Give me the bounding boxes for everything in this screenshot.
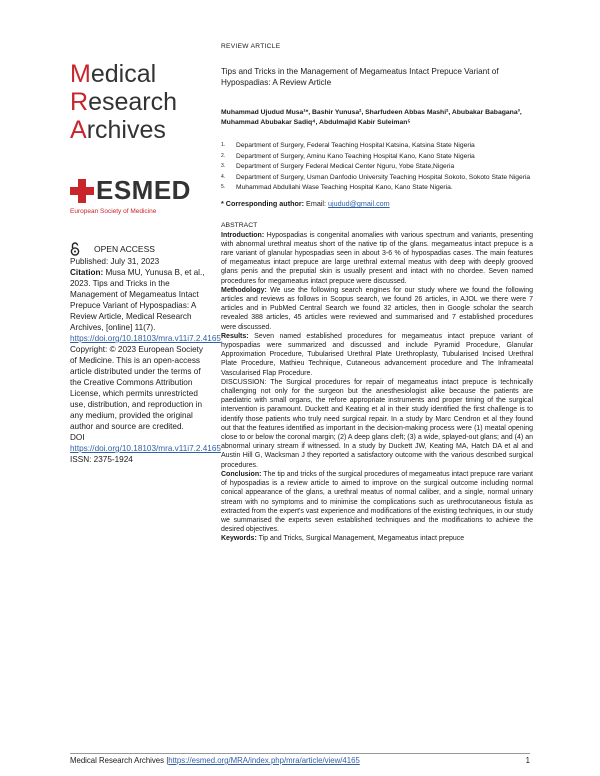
abstract-methodology: Methodology: We use the following search engines for our study where we found the following articles and reviews as follows in Scopus search, we found 26 articles, in AJOL we there were 7 articles and in PubMed Central Search we found 32 articles, then in Google scholar the search revealed 388 articles, 45 articles were reviewed and summarised and 7 established procedures were discussed. — [221, 286, 533, 331]
right-column — [221, 42, 533, 544]
issn: ISSN: 2375-1924 — [70, 455, 133, 464]
doi-link[interactable]: https://doi.org/10.18103/mra.v11i7.2.4165 — [70, 444, 221, 453]
page-footer — [70, 756, 530, 765]
affiliation-item: 1. Department of Surgery, Federal Teaching Hospital Katsina, Katsina State Nigeria — [221, 142, 475, 150]
esmed-logo — [70, 175, 210, 206]
footer-journal: Medical Research Archives | — [70, 756, 169, 765]
citation: Citation: Musa MU, Yunusa B, et al., 2023. Tips and Tricks in the Management of Megameatus Intact Prepuce Variant of Hypospadias: A Review Article, Medical Research Archives, [online] 11(7). https://doi.org/10.18103/mra.v11i7.2.4165 — [70, 268, 221, 343]
abstract — [221, 221, 533, 543]
abstract-discussion: DISCUSSION: The Surgical procedures for repair of megameatus intact prepuce is technically challenging not only for the surgeon but the anesthesiologist alike because the patients are paediatric with small organs, the refore appropriate instruments and proper timing of the surgical intervention is paramount. Duckett and Keating et al in their study identified the first challenge is to identify those patients who truly need surgical repair. In a study by Marc Cendron et al they found out that the features identified as important in the decision-making process were (1) meatal opening close to or below the coronal margin; (2) A deep glans cleft; (3) a wide, splayed-out glans; and (4) an abnormal urinary stream if witnessed. In a study by Duckett JW, Keating MA, Hatch DA et al and Austin Hill G, Wacksman J they reported a satisfactory outcome with the various described surgical procedures. — [221, 378, 533, 469]
footer-divider — [70, 753, 530, 754]
published-date: Published: July 31, 2023 — [70, 257, 160, 266]
keywords: Keywords: Tip and Tricks, Surgical Management, Megameatus intact prepuce — [221, 535, 465, 543]
footer-article-link[interactable]: https://esmed.org/MRA/index.php/mra/article/view/4165 — [168, 756, 360, 765]
publisher-name: ESMED — [96, 175, 191, 205]
article-title: Tips and Tricks in the Management of Megameatus Intact Prepuce Variant of Hypospadias: A Review Article — [221, 67, 499, 88]
doi-label: DOI — [70, 433, 85, 442]
open-access-badge — [70, 242, 210, 256]
citation-doi-link[interactable]: https://doi.org/10.18103/mra.v11i7.2.4165 — [70, 334, 221, 343]
medical-cross-icon — [70, 179, 94, 203]
corresponding-author: * Corresponding author: Email: ujudud@gmail.com — [221, 199, 390, 209]
open-lock-icon — [70, 242, 80, 256]
affiliation-item: 2. Department of Surgery, Aminu Kano Teaching Hospital Kano, Kano State Nigeria — [221, 152, 475, 160]
left-column — [70, 60, 221, 465]
affiliation-item: 4. Department of Surgery, Usman Danfodio University Teaching Hospital Sokoto, Sokoto State Nigeria — [221, 173, 531, 181]
email-link[interactable]: ujudud@gmail.com — [328, 199, 390, 209]
abstract-heading: ABSTRACT — [221, 222, 258, 230]
journal-logo: Medical Research Archives — [70, 60, 178, 144]
author-list: Muhammad Ujudud Musa¹*, Bashir Yunusa², Sharfudeen Abbas Mashi², Abubakar Babagana³, Muhammad Abubakar Sadiq⁴, Abdulmajid Kabir Suleiman⁵ — [221, 109, 522, 127]
abstract-results: Results: Seven named established procedures for megameatus intact prepuce variant of hypospadias were summarized and discussed and include Pyramid Procedure, Glanular Approximation Procedure, Tubularised Urethral Plate Urethroplasty, Tubularised Incised Urethral Plate Procedure, Mathieu Technique, Cutaneous advancement procedure and The Inframeatal Vascularised Flap Procedure. — [221, 332, 533, 377]
article-type: REVIEW ARTICLE — [221, 43, 281, 50]
affiliation-item: 3. Department of Surgery Federal Medical Center Nguru, Yobe State,Nigeria — [221, 163, 455, 171]
abstract-introduction: Introduction: Hypospadias is congenital anomalies with various spectrum and variants, presenting with abnormal urethral meatus short of the native tip of the glans. megameatus intact prepuce is a rare variant of glanular hypospadias seen in about 3-6 % of hypospadias cases. The main features of megameatus intact prepuce are large urethral external meatus with deep with deeply grooved glans penis and the preputial skin is usually present and intact with no chordee. Seven named procedures for megameatus intact prepuce were discussed. — [221, 231, 533, 285]
open-access-label: OPEN ACCESS — [94, 244, 155, 254]
abstract-conclusion: Conclusion: The tip and tricks of the surgical procedures of megameatus intact prepuce rare variant of hypospadias is a review article to aimed to improve on the surgical outcome including normal conical appearance of the glans, a urethral meatus of normal caliber, and a single, normal urinary stream with no symptoms and to minimise the complications such as urethrocutaneous fistula as extracted from the expert's vast experience and modifications of the existing techniques, in our study we summarised the experts seven established techniques and the modifications to achieve the desired objectives. — [221, 470, 533, 534]
copyright: Copyright: © 2023 European Society of Medicine. This is an open-access article distributed under the terms of the Creative Commons Attribution License, which permits unrestricted use, distribution, and reproduction in any medium, provided the original author and source are credited. — [70, 345, 204, 431]
page-number: 1 — [525, 756, 530, 765]
affiliation-list — [221, 141, 533, 192]
affiliation-item: 5. Muhammad Abdullahi Wase Teaching Hospital Kano, Kano State Nigeria. — [221, 184, 453, 192]
publisher-subtitle: European Society of Medicine — [70, 208, 157, 215]
